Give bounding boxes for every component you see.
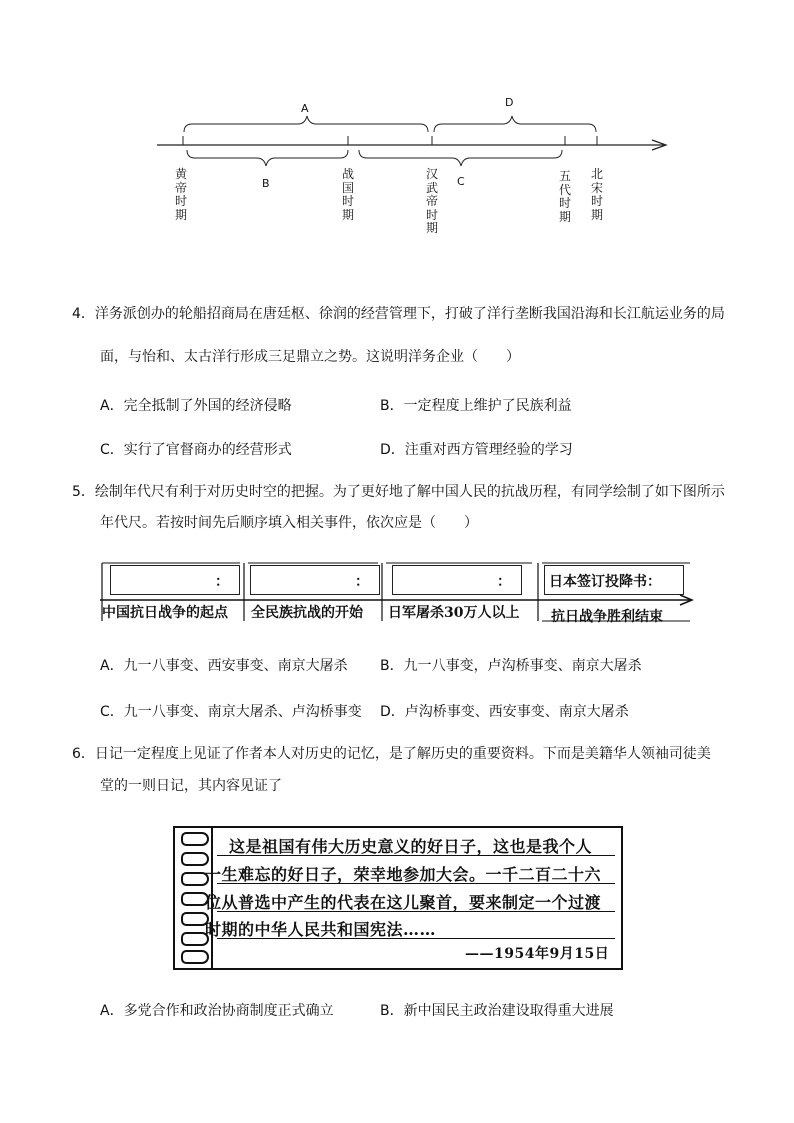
period-zhanguo: 战国时期 (341, 167, 354, 222)
brace-label-c: C (457, 175, 465, 188)
brace-c (359, 150, 562, 166)
event-box-4-text: 日本签订投降书： (549, 574, 661, 590)
period-huangdi: 黄帝时期 (174, 167, 187, 222)
diary-line-1: 这是祖国有伟大历史意义的好日子，这也是我个人 (229, 837, 593, 856)
event-box-1[interactable] (110, 565, 240, 595)
period-hanwudi: 汉武帝时期 (425, 167, 438, 235)
brace-label-d: D (505, 96, 514, 109)
q5-option-a[interactable]: A．九一八事变、西安事变、南京大屠杀 (100, 658, 348, 674)
war-label-4: 抗日战争胜利结束 (551, 609, 663, 625)
q4-option-a[interactable]: A．完全抵制了外国的经济侵略 (100, 398, 292, 414)
q5-option-d[interactable]: D．卢沟桥事变、西安事变、南京大屠杀 (380, 704, 629, 720)
diary-image (173, 826, 623, 970)
q4-stem-line2: 面，与怡和、太古洋行形成三足鼎立之势。这说明洋务企业（ ） (100, 349, 520, 365)
q4-option-b[interactable]: B．一定程度上维护了民族利益 (380, 398, 572, 414)
q5-option-c[interactable]: C．九一八事变、南京大屠杀、卢沟桥事变 (100, 704, 362, 720)
diary-date: ——1954年9月15日 (465, 946, 610, 962)
q6-option-a[interactable]: A．多党合作和政治协商制度正式确立 (100, 1003, 334, 1019)
period-wudai: 五代时期 (558, 169, 571, 224)
diary-line-2: 一生难忘的好日子，荣幸地参加大会。一千二百二十六 (205, 865, 602, 884)
event-box-1-colon: ： (215, 574, 229, 590)
q6-stem-line2: 堂的一则日记，其内容见证了 (100, 778, 282, 794)
diary-line-4: 时期的中华人民共和国宪法…… (205, 920, 437, 939)
brace-a (184, 116, 428, 132)
brace-label-a: A (301, 102, 309, 115)
q5-option-b[interactable]: B．九一八事变，卢沟桥事变、南京大屠杀 (380, 658, 642, 674)
q6-stem-line1: 6．日记一定程度上见证了作者本人对历史的记忆，是了解历史的重要资料。下而是美籍华人领袖司徒美 (72, 746, 711, 762)
diary-line-3: 位从普选中产生的代表在这儿聚首，要来制定一个过渡 (205, 893, 602, 912)
q4-option-c[interactable]: C．实行了官督商办的经营形式 (100, 442, 292, 458)
q4-stem-line1: 4．洋务派创办的轮船招商局在唐廷枢、徐润的经营管理下，打破了洋行垄断我国沿海和长江航运业务的局 (72, 306, 725, 322)
event-box-3-colon: ： (497, 574, 511, 590)
war-label-1: 中国抗日战争的起点 (102, 605, 228, 621)
q4-option-d[interactable]: D．注重对西方管理经验的学习 (380, 442, 573, 458)
brace-b (187, 150, 348, 166)
brace-d (434, 116, 596, 132)
q6-option-b[interactable]: B．新中国民主政治建设取得重大进展 (380, 1003, 614, 1019)
event-box-2-colon: ： (355, 574, 369, 590)
event-box-4 (544, 565, 684, 595)
brace-label-b: B (262, 177, 270, 190)
event-box-3[interactable] (392, 565, 522, 595)
war-label-2: 全民族抗战的开始 (251, 605, 363, 621)
timeline-axis-svg (0, 0, 794, 270)
q5-stem-line2: 年代尺。若按时间先后顺序填入相关事件，依次应是（ ） (100, 515, 478, 531)
q5-stem-line1: 5．绘制年代尺有利于对历史时空的把握。为了更好地了解中国人民的抗战历程，有同学绘制了如下图所示 (72, 484, 725, 500)
war-label-3: 日军屠杀30万人以上 (388, 605, 520, 621)
period-beisong: 北宋时期 (590, 167, 603, 222)
event-box-2[interactable] (250, 565, 380, 595)
